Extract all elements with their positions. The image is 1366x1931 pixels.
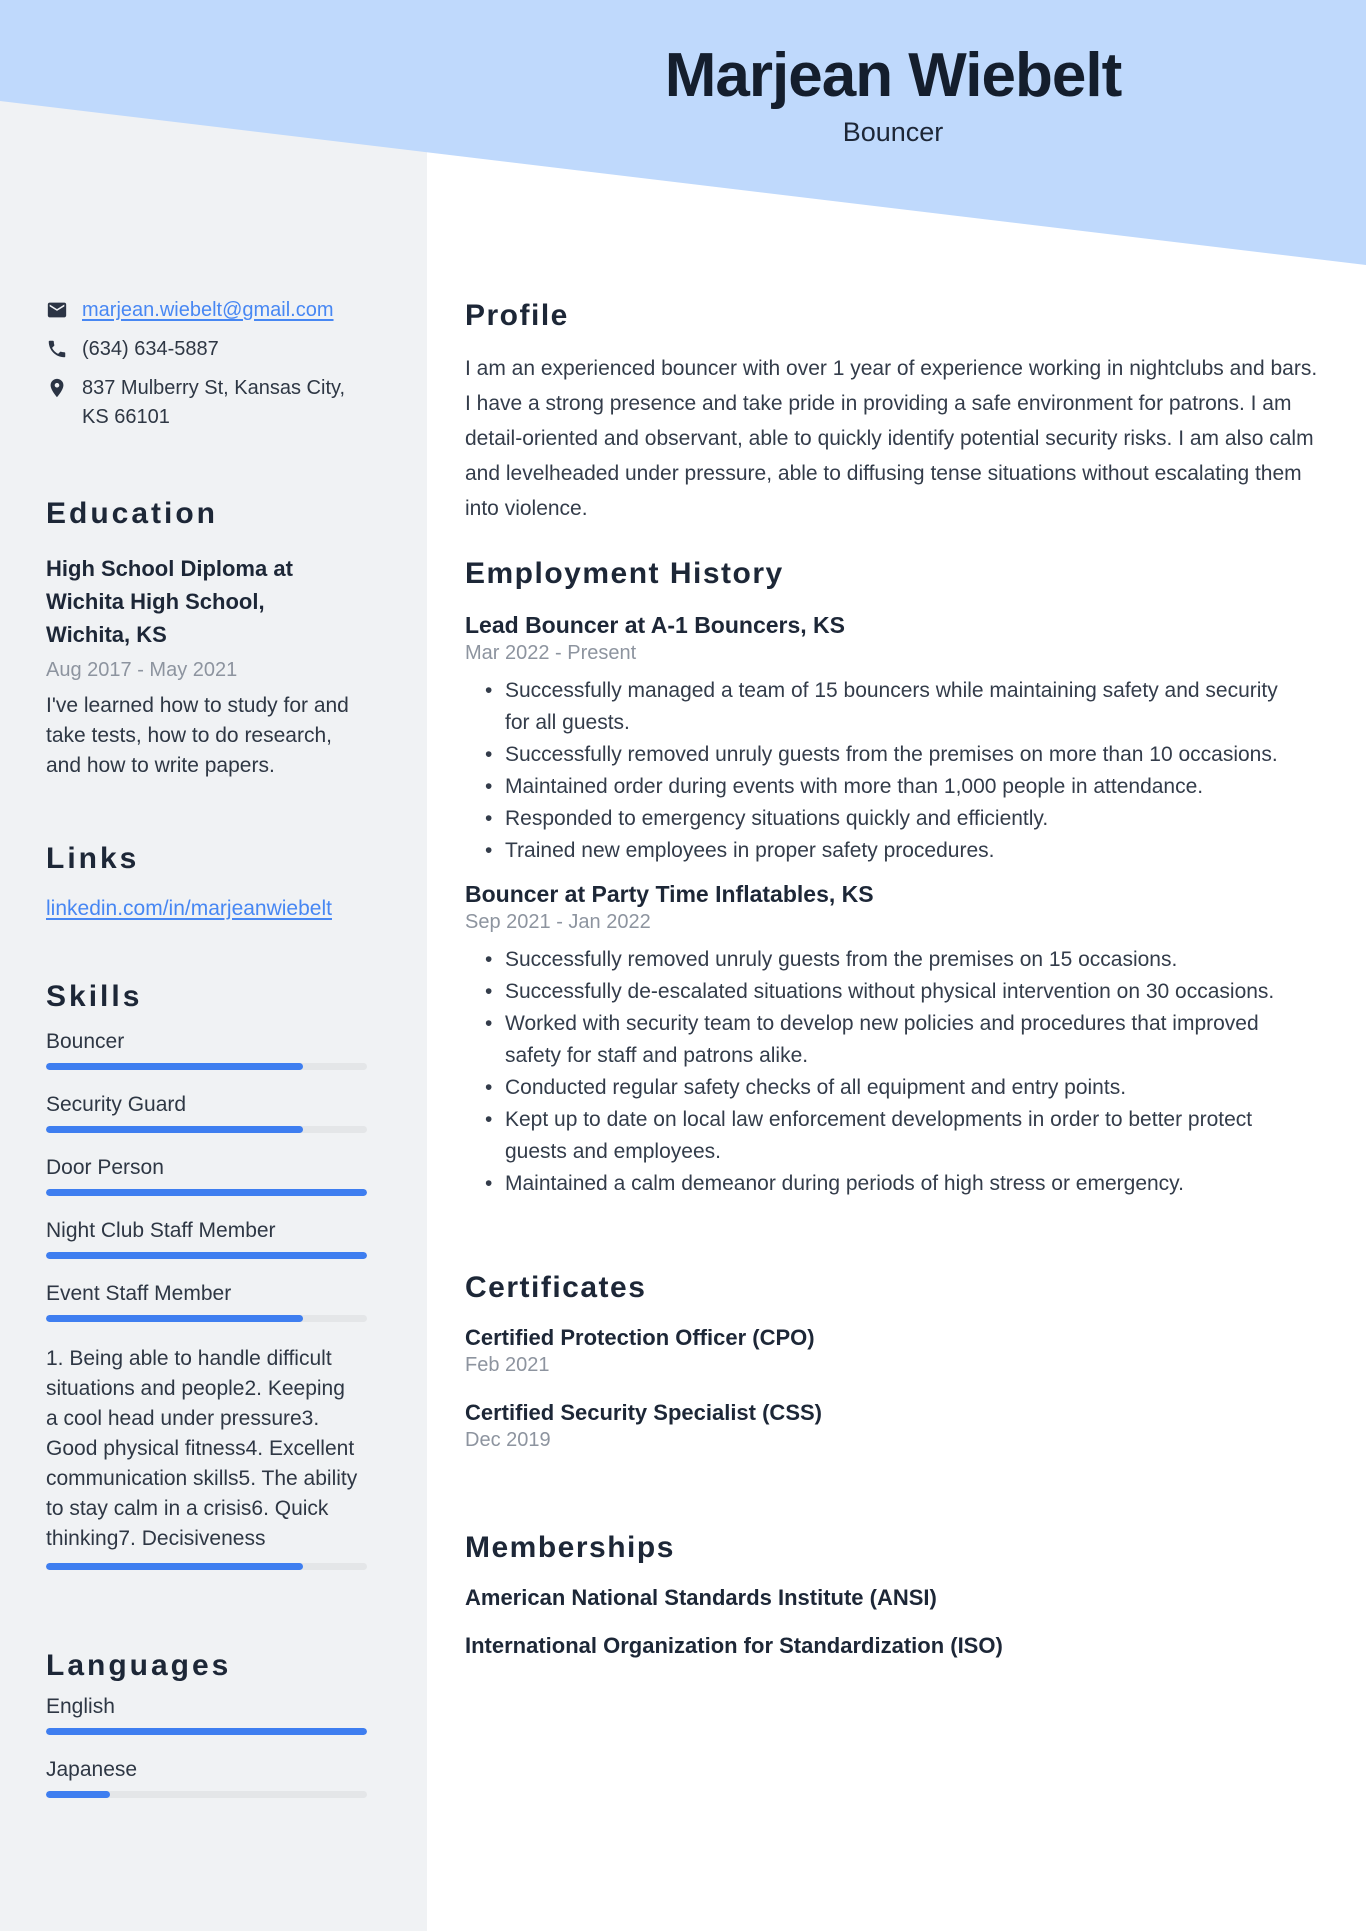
certificates-heading: Certificates [465,1271,647,1304]
education-degree: High School Diploma at Wichita High School, Wichita, KS [46,556,293,647]
job-bullet [465,803,1285,835]
skills-notes: 1. Being able to handle difficult situations and people2. Keeping a cool head under pressure3. Good physical fitness4. Excellent communication skills5. The ability to stay calm in a crisis6. Quick thinking7. Decisiveness [46,1347,358,1550]
main-column [465,296,1321,1660]
certificate-item [465,1399,1321,1454]
job-bullet [465,675,1285,739]
skill-label: Security Guard [46,1093,187,1116]
skill-bar-fill [46,1315,303,1322]
linkedin-link[interactable]: linkedin.com/in/marjeanwiebelt [46,897,332,920]
language-bar-fill [46,1791,110,1798]
skill-bar-fill [46,1126,303,1133]
job-bullet [465,1008,1285,1072]
skill-label: Event Staff Member [46,1282,232,1305]
links-section [46,841,367,923]
job-entry [465,879,1321,1200]
memberships-section [465,1528,1321,1660]
education-section [46,496,367,781]
resume-job-title: Bouncer [842,117,944,147]
skills-section [46,979,367,1570]
membership-item [465,1584,1321,1612]
job-bullet [465,944,1285,976]
language-label: Japanese [46,1758,138,1781]
skill-item [46,1155,367,1196]
job-bullet [465,1104,1285,1168]
languages-list [46,1694,367,1798]
contact-row-phone [46,335,367,364]
job-title: Lead Bouncer at A-1 Bouncers, KS [465,612,846,638]
job-bullet-text: Successfully managed a team of 15 bouncers while maintaining safety and security for all guests. [505,679,1278,734]
certificate-title: Certified Security Specialist (CSS) [465,1400,822,1425]
language-bar-fill [46,1728,367,1735]
skill-label: Door Person [46,1156,164,1179]
language-label: English [46,1695,115,1718]
job-bullet-text: Kept up to date on local law enforcement developments in order to better protect guests and employees. [505,1108,1253,1163]
address-text: 837 Mulberry St, Kansas City, KS 66101 [82,377,346,428]
job-title: Bouncer at Party Time Inflatables, KS [465,881,874,907]
phone-icon [46,338,68,360]
language-item [46,1694,367,1735]
sidebar [46,296,367,1820]
job-bullet [465,1168,1285,1200]
contact-block [46,296,367,432]
memberships-heading: Memberships [465,1531,675,1564]
job-bullet-text: Successfully de-escalated situations without physical intervention on 30 occasions. [505,980,1275,1003]
profile-heading: Profile [465,299,569,332]
skill-bar-track [46,1189,367,1196]
languages-heading: Languages [46,1649,232,1682]
skill-label: Night Club Staff Member [46,1219,276,1242]
job-bullet [465,835,1285,867]
contact-row-email [46,296,367,325]
contact-row-address [46,374,367,432]
job-bullet-list [465,944,1321,1200]
job-bullet [465,771,1285,803]
map-pin-icon [46,377,68,399]
email-icon [46,299,68,321]
job-bullet-text: Trained new employees in proper safety procedures. [505,839,995,862]
employment-section [465,554,1321,1200]
membership-title: International Organization for Standardization (ISO) [465,1633,1003,1658]
skills-list [46,1029,367,1322]
profile-text: I am an experienced bouncer with over 1 year of experience working in nightclubs and bars. I have a strong presence and take pride in providing a safe environment for patrons. I am detail-oriented and observant, able to quickly identify potential security risks. I am also calm and levelheaded under pressure, able to diffusing tense situations without escalating them into violence. [465,357,1318,520]
skills-heading: Skills [46,980,143,1013]
job-bullet-text: Maintained a calm demeanor during periods of high stress or emergency. [505,1172,1184,1195]
email-link-wrap [82,296,334,325]
job-bullet-text: Conducted regular safety checks of all equipment and entry points. [505,1076,1127,1099]
skill-bar-track [46,1315,367,1322]
job-bullet-text: Maintained order during events with more than 1,000 people in attendance. [505,775,1204,798]
skill-bar-fill [46,1063,303,1070]
job-dates: Sep 2021 - Jan 2022 [465,911,651,933]
header [465,40,1321,148]
skill-item [46,1092,367,1133]
job-bullet [465,739,1285,771]
membership-item [465,1632,1321,1660]
job-bullet [465,976,1285,1008]
skill-item [46,1281,367,1322]
education-description: I've learned how to study for and take tests, how to do research, and how to write papers. [46,694,349,777]
skill-item [46,1029,367,1070]
skill-bar-fill [46,1563,303,1570]
links-heading: Links [46,842,140,875]
profile-section [465,296,1321,526]
job-bullet-list [465,675,1321,867]
languages-section [46,1648,367,1798]
job-bullet-text: Successfully removed unruly guests from the premises on more than 10 occasions. [505,743,1278,766]
job-bullet-text: Worked with security team to develop new policies and procedures that improved safety for staff and patrons alike. [505,1012,1259,1067]
certificates-section [465,1268,1321,1454]
phone-number: (634) 634-5887 [82,338,219,360]
job-bullet-text: Successfully removed unruly guests from the premises on 15 occasions. [505,948,1178,971]
education-dates: Aug 2017 - May 2021 [46,659,238,681]
skill-bar-fill [46,1189,367,1196]
certificate-item [465,1324,1321,1379]
language-bar-track [46,1791,367,1798]
certificate-date: Dec 2019 [465,1429,551,1451]
job-entry [465,610,1321,867]
membership-title: American National Standards Institute (ANSI) [465,1585,937,1610]
email-link[interactable]: marjean.wiebelt@gmail.com [82,299,334,321]
education-heading: Education [46,497,219,530]
skill-bar-track [46,1063,367,1070]
skill-label: Bouncer [46,1030,125,1053]
skill-bar-fill [46,1252,367,1259]
language-bar-track [46,1728,367,1735]
certificate-title: Certified Protection Officer (CPO) [465,1325,815,1350]
job-bullet-text: Responded to emergency situations quickly and efficiently. [505,807,1049,830]
job-dates: Mar 2022 - Present [465,642,637,664]
language-item [46,1757,367,1798]
skill-bar-track [46,1126,367,1133]
skill-bar-track [46,1252,367,1259]
employment-heading: Employment History [465,557,784,590]
skill-item [46,1218,367,1259]
skill-bar-track [46,1563,367,1570]
certificate-date: Feb 2021 [465,1354,550,1376]
resume-name: Marjean Wiebelt [664,41,1122,110]
job-bullet [465,1072,1285,1104]
